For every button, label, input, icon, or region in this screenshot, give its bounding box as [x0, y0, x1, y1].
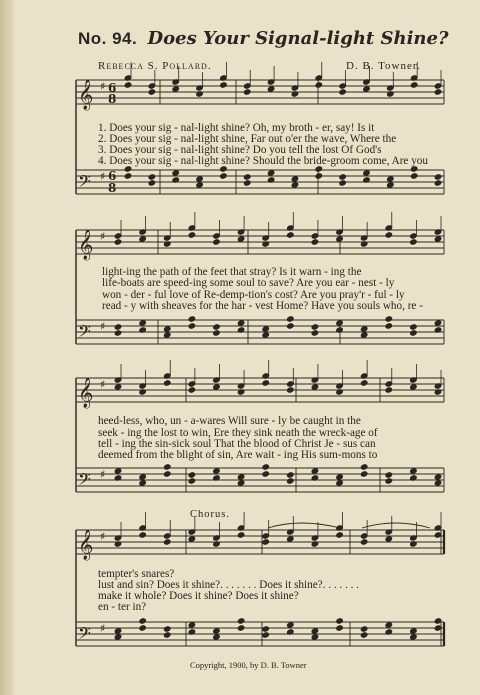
- note-head: [287, 478, 295, 485]
- note-head: [124, 82, 132, 89]
- note-head: [410, 82, 418, 89]
- note-head: [114, 324, 122, 331]
- svg-text:6: 6: [108, 169, 117, 183]
- note-head: [163, 380, 171, 387]
- note-head: [213, 239, 221, 246]
- lyric-s3-v1: heed-less, who, un - a-wares Will sure - ly be caught in the: [98, 415, 361, 427]
- note-head: [243, 180, 251, 187]
- note-head: [262, 332, 270, 339]
- note-head: [385, 387, 393, 394]
- note-head: [262, 471, 270, 478]
- note-head: [360, 632, 368, 639]
- note-head: [336, 236, 344, 243]
- note-head: [385, 323, 393, 330]
- note-head: [262, 539, 270, 546]
- note-head: [434, 236, 442, 243]
- note-head: [291, 176, 299, 183]
- note-head: [287, 472, 295, 479]
- note-head: [114, 330, 122, 337]
- note-head: [114, 239, 122, 246]
- note-head: [360, 539, 368, 546]
- treble-clef-icon: 𝄞: [78, 80, 94, 110]
- note-head: [124, 173, 132, 180]
- note-head: [139, 480, 147, 487]
- note-head: [363, 170, 371, 177]
- note-head: [188, 622, 196, 629]
- note-head: [311, 628, 319, 635]
- hymn-number: No. 94.: [78, 29, 138, 48]
- note-head: [287, 316, 295, 323]
- note-head: [311, 324, 319, 331]
- lyric-s2-v4: read - y with sheaves for the har - vest Home? Have you souls who, re -: [102, 300, 423, 312]
- note-head: [311, 330, 319, 337]
- note-head: [287, 232, 295, 239]
- note-head: [336, 474, 344, 481]
- note-head: [139, 320, 147, 327]
- note-head: [213, 628, 221, 635]
- note-head: [163, 471, 171, 478]
- note-head: [336, 320, 344, 327]
- note-head: [339, 174, 347, 181]
- lyric-s4-v1: tempter's snares?: [98, 568, 175, 580]
- note-head: [339, 180, 347, 187]
- note-head: [139, 618, 147, 625]
- note-head: [434, 174, 442, 181]
- author-credit: Rebecca S. Pollard.: [98, 60, 212, 72]
- lyric-s4-v4: en - ter in?: [98, 601, 147, 613]
- system-1-bass-staff: [76, 170, 444, 194]
- note-head: [188, 387, 196, 394]
- note-head: [267, 170, 275, 177]
- lyric-s4-v3: make it whole? Does it shine? Does it shine?: [98, 590, 299, 602]
- bass-clef-icon: 𝄢: [78, 171, 91, 195]
- lyric-s2-v3: won - der - ful love of Re-demp-tion's cost? Are you pray'r - ful - ly: [102, 289, 405, 301]
- note-head: [213, 324, 221, 331]
- note-head: [243, 174, 251, 181]
- note-head: [262, 464, 270, 471]
- lyric-s1-v1: 1. Does your sig - nal-light shine? Oh, my broth - er, say! Is it: [98, 122, 375, 134]
- note-head: [262, 626, 270, 633]
- note-head: [385, 478, 393, 485]
- svg-text:6: 6: [108, 81, 117, 95]
- note-head: [360, 471, 368, 478]
- note-head: [311, 384, 319, 391]
- note-head: [237, 625, 245, 632]
- note-head: [237, 474, 245, 481]
- note-head: [163, 539, 171, 546]
- svg-text:♯: ♯: [100, 80, 106, 93]
- note-head: [363, 86, 371, 93]
- note-head: [387, 176, 395, 183]
- note-head: [291, 182, 299, 189]
- note-head: [213, 330, 221, 337]
- note-head: [410, 628, 418, 635]
- note-head: [311, 468, 319, 475]
- note-head: [196, 182, 204, 189]
- note-head: [139, 532, 147, 539]
- note-head: [243, 89, 251, 96]
- note-head: [434, 89, 442, 96]
- note-head: [114, 384, 122, 391]
- note-head: [139, 625, 147, 632]
- note-head: [410, 173, 418, 180]
- note-head: [262, 326, 270, 333]
- hymn-title: Does Your Signal-light Shine?: [147, 28, 449, 49]
- note-head: [220, 82, 228, 89]
- note-head: [287, 622, 295, 629]
- svg-text:𝄞: 𝄞: [78, 230, 94, 260]
- note-head: [114, 468, 122, 475]
- note-head: [163, 464, 171, 471]
- note-head: [434, 320, 442, 327]
- note-head: [188, 323, 196, 330]
- note-head: [434, 474, 442, 481]
- note-head: [360, 332, 368, 339]
- note-head: [213, 468, 221, 475]
- lyric-s3-v3: tell - ing the sin-sick soul That the blood of Christ Je - sus can: [98, 438, 376, 450]
- note-head: [434, 480, 442, 487]
- note-head: [385, 622, 393, 629]
- note-head: [139, 236, 147, 243]
- svg-text:♯: ♯: [100, 170, 106, 183]
- note-head: [188, 536, 196, 543]
- note-head: [114, 634, 122, 641]
- note-head: [114, 628, 122, 635]
- svg-text:𝄢: 𝄢: [78, 623, 91, 647]
- note-head: [336, 618, 344, 625]
- note-head: [188, 478, 196, 485]
- note-head: [360, 464, 368, 471]
- note-head: [163, 632, 171, 639]
- note-head: [237, 532, 245, 539]
- lyric-s1-v3: 3. Does your sig - nal-light shine? Do you tell the lost Of God's: [98, 144, 382, 156]
- svg-text:𝄞: 𝄞: [78, 530, 94, 560]
- lyric-s3-v2: seek - ing the lost to win, Ere they sink neath the wreck-age of: [98, 427, 378, 439]
- note-head: [148, 180, 156, 187]
- svg-text:♯: ♯: [100, 622, 106, 635]
- note-head: [360, 326, 368, 333]
- lyric-s3-v4: deemed from the blight of sin, Are wait - ing His sum-mons to: [98, 449, 378, 461]
- note-head: [163, 626, 171, 633]
- note-head: [213, 384, 221, 391]
- note-head: [410, 239, 418, 246]
- chorus-label: Chorus.: [190, 509, 230, 520]
- note-head: [188, 232, 196, 239]
- note-head: [434, 180, 442, 187]
- note-head: [287, 323, 295, 330]
- note-head: [172, 86, 180, 93]
- svg-text:𝄞: 𝄞: [78, 378, 94, 408]
- note-head: [385, 536, 393, 543]
- note-head: [188, 472, 196, 479]
- note-head: [287, 536, 295, 543]
- note-head: [410, 634, 418, 641]
- note-head: [237, 618, 245, 625]
- note-head: [220, 173, 228, 180]
- note-head: [287, 387, 295, 394]
- note-head: [336, 480, 344, 487]
- note-head: [188, 316, 196, 323]
- svg-text:𝄢: 𝄢: [78, 321, 91, 345]
- svg-text:♯: ♯: [100, 378, 106, 391]
- note-head: [385, 316, 393, 323]
- note-head: [213, 634, 221, 641]
- note-head: [410, 330, 418, 337]
- note-head: [237, 236, 245, 243]
- note-head: [262, 632, 270, 639]
- lyric-s1-v4: 4. Does your sig - nal-light shine? Should the bride-groom come, Are you: [98, 155, 428, 167]
- note-head: [315, 173, 323, 180]
- note-head: [196, 176, 204, 183]
- svg-text:♯: ♯: [100, 530, 106, 543]
- note-head: [410, 384, 418, 391]
- note-head: [385, 232, 393, 239]
- lyric-s2-v1: light-ing the path of the feet that stray? Is it warn - ing the: [102, 266, 362, 278]
- note-head: [237, 320, 245, 327]
- svg-text:♯: ♯: [100, 468, 106, 481]
- svg-text:8: 8: [108, 181, 117, 195]
- note-head: [262, 380, 270, 387]
- note-head: [410, 324, 418, 331]
- note-head: [148, 174, 156, 181]
- lyric-s2-v2: life-boats are speed-ing some soul to save? Are you ear - nest - ly: [102, 277, 395, 289]
- note-head: [172, 170, 180, 177]
- svg-text:♯: ♯: [100, 320, 106, 333]
- note-head: [267, 86, 275, 93]
- copyright-notice: Copyright, 1900, by D. B. Towner: [190, 660, 307, 670]
- note-head: [163, 326, 171, 333]
- note-head: [148, 89, 156, 96]
- note-head: [311, 634, 319, 641]
- note-head: [336, 625, 344, 632]
- note-head: [237, 480, 245, 487]
- note-head: [336, 532, 344, 539]
- note-head: [315, 82, 323, 89]
- svg-text:𝄢: 𝄢: [78, 469, 91, 493]
- lyric-s4-v2: lust and sin? Does it shine?. . . . . . . Does it shine?. . . . . . .: [98, 579, 360, 591]
- svg-text:♯: ♯: [100, 230, 106, 243]
- note-head: [163, 332, 171, 339]
- note-head: [387, 182, 395, 189]
- note-head: [339, 89, 347, 96]
- note-head: [410, 468, 418, 475]
- lyric-s1-v2: 2. Does your sig - nal-light shine, Far out o'er the wave, Where the: [98, 133, 397, 145]
- note-head: [360, 626, 368, 633]
- note-head: [385, 472, 393, 479]
- note-head: [360, 380, 368, 387]
- composer-credit: D. B. Towner.: [346, 60, 421, 72]
- note-head: [311, 239, 319, 246]
- note-head: [139, 474, 147, 481]
- svg-text:8: 8: [108, 92, 117, 106]
